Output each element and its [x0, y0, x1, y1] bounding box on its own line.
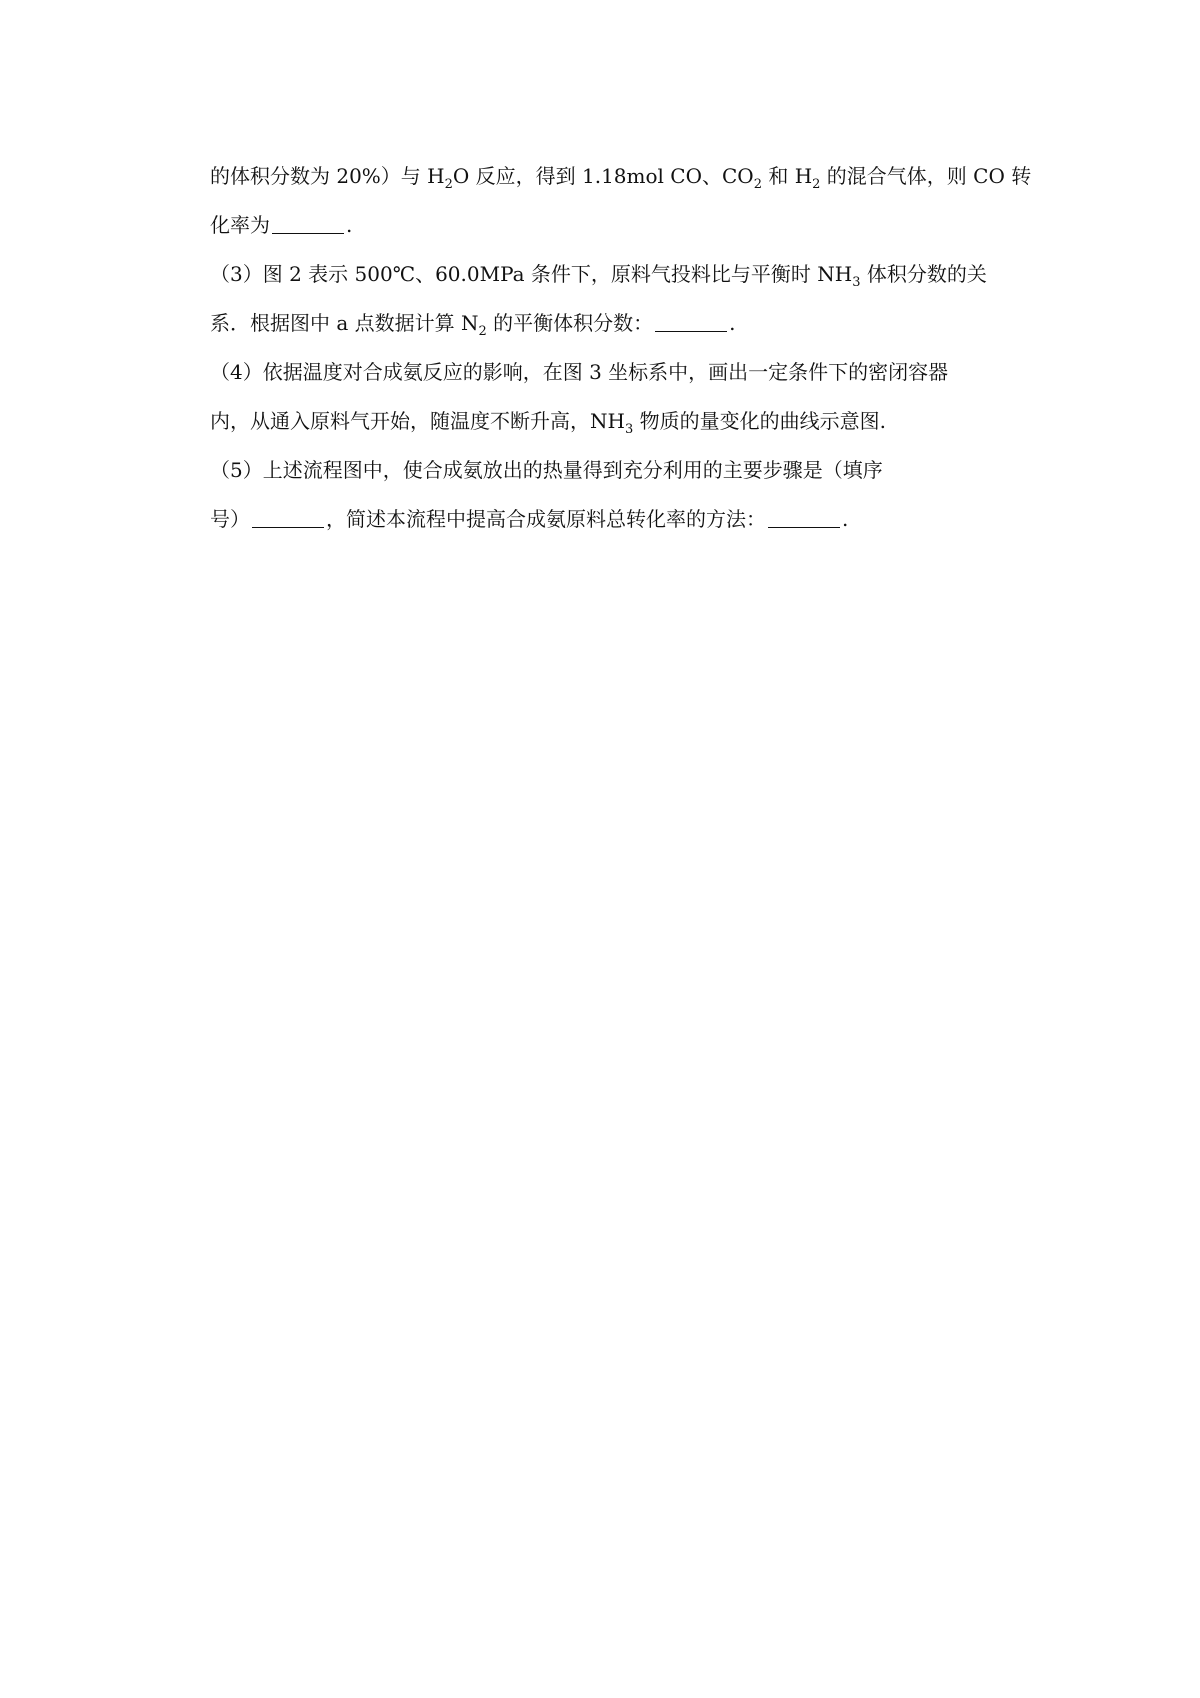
q3-line2-end: .	[729, 311, 736, 335]
answer-blank-q5b	[768, 509, 840, 528]
q5-line1-text: （5）上述流程图中，使合成氨放出的热量得到充分利用的主要步骤是（填序	[210, 458, 883, 482]
q4-line1-text: （4）依据温度对合成氨反应的影响，在图 3 坐标系中，画出一定条件下的密闭容器	[210, 360, 949, 384]
q5-line2-text-b: ，简述本流程中提高合成氨原料总转化率的方法：	[326, 507, 766, 531]
answer-blank-q5a	[252, 509, 324, 528]
q2-line-1	[210, 152, 1032, 201]
q3-line-2	[210, 299, 1020, 348]
q5-line-2	[210, 495, 1020, 544]
q2-line-2	[210, 201, 1020, 250]
q2-line2-text: 化率为	[210, 213, 270, 237]
q5-line2-text-a: 号）	[210, 507, 250, 531]
q3-line1-text: （3）图 2 表示 500℃、60.0MPa 条件下，原料气投料比与平衡时 $NH_3$ 体积分数的关	[210, 262, 987, 290]
q4-line-2	[210, 397, 1020, 446]
q2-line2-end: .	[346, 213, 353, 237]
answer-blank-q3	[655, 313, 727, 332]
q4-line2-text: 内，从通入原料气开始，随温度不断升高，$NH_3$ 物质的量变化的曲线示意图.	[210, 409, 886, 437]
q5-line-1	[210, 446, 1020, 495]
answer-blank-q2	[272, 215, 344, 234]
q3-line2-text: 系．根据图中 a 点数据计算 $N_2$ 的平衡体积分数：	[210, 311, 654, 339]
q2-line1-text: 的体积分数为 20%）与 $H_2O$ 反应，得到 1.18mol CO、$CO_2$ 和 $H_2$ 的混合气体，则 CO 转	[210, 164, 1032, 192]
q3-line-1	[210, 250, 1020, 299]
q4-line-1	[210, 348, 1020, 397]
q5-line2-end: .	[842, 507, 849, 531]
question-text-block	[210, 152, 1032, 544]
